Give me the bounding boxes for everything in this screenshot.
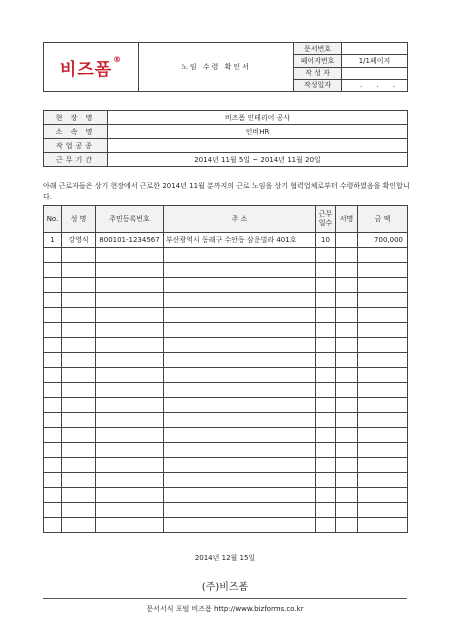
empty-cell bbox=[44, 518, 62, 533]
empty-cell bbox=[44, 278, 62, 293]
document-title: 노임 수령 확인서 bbox=[139, 43, 294, 92]
empty-cell bbox=[316, 458, 336, 473]
cell-name: 강영식 bbox=[62, 233, 96, 248]
table-row-empty bbox=[44, 263, 408, 278]
empty-cell bbox=[96, 488, 164, 503]
table-row-empty bbox=[44, 308, 408, 323]
empty-cell bbox=[164, 353, 316, 368]
table-row-empty bbox=[44, 293, 408, 308]
empty-cell bbox=[358, 458, 408, 473]
site-name-value: 비즈폼 인테리어 공사 bbox=[108, 111, 408, 125]
table-row-empty bbox=[44, 413, 408, 428]
info-row bbox=[44, 139, 408, 153]
empty-cell bbox=[96, 473, 164, 488]
empty-cell bbox=[62, 323, 96, 338]
empty-cell bbox=[358, 368, 408, 383]
company-name: (주)비즈폼 bbox=[201, 582, 249, 593]
empty-cell bbox=[62, 503, 96, 518]
table-row-empty bbox=[44, 488, 408, 503]
empty-cell bbox=[44, 413, 62, 428]
footer-divider bbox=[43, 598, 407, 599]
meta-value-author bbox=[342, 67, 408, 79]
empty-cell bbox=[44, 488, 62, 503]
empty-cell bbox=[358, 293, 408, 308]
empty-cell bbox=[96, 248, 164, 263]
empty-cell bbox=[96, 293, 164, 308]
logo-text: 비즈폼 bbox=[59, 59, 113, 80]
empty-cell bbox=[164, 398, 316, 413]
empty-cell bbox=[336, 368, 358, 383]
empty-cell bbox=[96, 413, 164, 428]
table-row-empty bbox=[44, 368, 408, 383]
empty-cell bbox=[62, 338, 96, 353]
empty-cell bbox=[336, 428, 358, 443]
empty-cell bbox=[44, 368, 62, 383]
empty-cell bbox=[62, 428, 96, 443]
cell-address: 부산광역시 동래구 수안동 삼운빌라 401호 bbox=[164, 233, 316, 248]
wage-receipt-table bbox=[43, 205, 408, 533]
empty-cell bbox=[336, 503, 358, 518]
site-info-table bbox=[43, 110, 408, 167]
empty-cell bbox=[358, 383, 408, 398]
empty-cell bbox=[62, 458, 96, 473]
empty-cell bbox=[164, 428, 316, 443]
logo-cell bbox=[44, 43, 139, 92]
empty-cell bbox=[96, 308, 164, 323]
table-row-empty bbox=[44, 278, 408, 293]
empty-cell bbox=[358, 308, 408, 323]
empty-cell bbox=[96, 428, 164, 443]
empty-cell bbox=[96, 383, 164, 398]
empty-cell bbox=[44, 473, 62, 488]
empty-cell bbox=[316, 263, 336, 278]
empty-cell bbox=[358, 473, 408, 488]
empty-cell bbox=[336, 323, 358, 338]
empty-cell bbox=[336, 398, 358, 413]
empty-cell bbox=[62, 308, 96, 323]
table-row-empty bbox=[44, 248, 408, 263]
empty-cell bbox=[96, 518, 164, 533]
empty-cell bbox=[164, 458, 316, 473]
empty-cell bbox=[316, 518, 336, 533]
empty-cell bbox=[62, 383, 96, 398]
empty-cell bbox=[164, 323, 316, 338]
empty-cell bbox=[164, 443, 316, 458]
empty-cell bbox=[62, 443, 96, 458]
table-row-empty bbox=[44, 353, 408, 368]
empty-cell bbox=[62, 518, 96, 533]
affiliation-value: 인비HR bbox=[108, 125, 408, 139]
table-row-empty bbox=[44, 428, 408, 443]
empty-cell bbox=[336, 518, 358, 533]
empty-cell bbox=[164, 503, 316, 518]
empty-cell bbox=[336, 353, 358, 368]
empty-cell bbox=[336, 473, 358, 488]
empty-cell bbox=[316, 323, 336, 338]
empty-cell bbox=[164, 308, 316, 323]
table-row-empty bbox=[44, 338, 408, 353]
issue-date: 2014년 12월 15일 bbox=[194, 554, 256, 562]
affiliation-label: 소 속 명 bbox=[44, 125, 108, 139]
document-header bbox=[43, 42, 408, 92]
empty-cell bbox=[358, 278, 408, 293]
empty-cell bbox=[358, 398, 408, 413]
empty-cell bbox=[358, 263, 408, 278]
empty-cell bbox=[316, 503, 336, 518]
work-period-label: 근무기간 bbox=[44, 153, 108, 167]
meta-value-page-number: 1/1페이지 bbox=[342, 55, 408, 67]
empty-cell bbox=[44, 338, 62, 353]
empty-cell bbox=[44, 248, 62, 263]
empty-cell bbox=[62, 368, 96, 383]
work-period-value: 2014년 11월 5일 ~ 2014년 11월 20일 bbox=[108, 153, 408, 167]
empty-cell bbox=[96, 398, 164, 413]
meta-label-doc-number: 문서번호 bbox=[294, 43, 342, 55]
empty-cell bbox=[62, 263, 96, 278]
bizforms-logo bbox=[59, 54, 123, 80]
empty-cell bbox=[316, 308, 336, 323]
empty-cell bbox=[316, 443, 336, 458]
empty-cell bbox=[62, 293, 96, 308]
empty-cell bbox=[316, 338, 336, 353]
meta-value-doc-number bbox=[342, 43, 408, 55]
empty-cell bbox=[316, 473, 336, 488]
empty-cell bbox=[316, 413, 336, 428]
empty-cell bbox=[164, 368, 316, 383]
cell-resident-number: 800101-1234567 bbox=[96, 233, 164, 248]
empty-cell bbox=[358, 353, 408, 368]
empty-cell bbox=[316, 398, 336, 413]
info-row bbox=[44, 111, 408, 125]
meta-label-date: 작성일자 bbox=[294, 79, 342, 91]
empty-cell bbox=[358, 443, 408, 458]
table-row-empty bbox=[44, 443, 408, 458]
col-header-address: 주 소 bbox=[164, 206, 316, 233]
table-row-empty bbox=[44, 383, 408, 398]
col-header-work-days: 근무일수 bbox=[316, 206, 336, 233]
empty-cell bbox=[316, 368, 336, 383]
meta-label-author: 작 성 자 bbox=[294, 67, 342, 79]
empty-cell bbox=[316, 293, 336, 308]
empty-cell bbox=[96, 278, 164, 293]
table-body bbox=[44, 233, 408, 533]
empty-cell bbox=[164, 338, 316, 353]
empty-cell bbox=[336, 443, 358, 458]
site-name-label: 현 장 명 bbox=[44, 111, 108, 125]
empty-cell bbox=[96, 353, 164, 368]
empty-cell bbox=[316, 488, 336, 503]
empty-cell bbox=[44, 443, 62, 458]
empty-cell bbox=[44, 263, 62, 278]
empty-cell bbox=[96, 368, 164, 383]
table-header-row bbox=[44, 206, 408, 233]
empty-cell bbox=[316, 383, 336, 398]
empty-cell bbox=[44, 293, 62, 308]
empty-cell bbox=[44, 398, 62, 413]
col-header-signature: 서명 bbox=[336, 206, 358, 233]
empty-cell bbox=[164, 473, 316, 488]
col-header-no: No. bbox=[44, 206, 62, 233]
empty-cell bbox=[44, 353, 62, 368]
empty-cell bbox=[336, 248, 358, 263]
empty-cell bbox=[164, 413, 316, 428]
table-row bbox=[44, 233, 408, 248]
confirmation-statement: 아래 근로자들은 상기 현장에서 근로한 2014년 11월 분까지의 근로 노임을 상기 협력업체로부터 수령하였음을 확인합니다. bbox=[43, 182, 410, 201]
empty-cell bbox=[164, 278, 316, 293]
empty-cell bbox=[358, 413, 408, 428]
empty-cell bbox=[316, 248, 336, 263]
empty-cell bbox=[164, 293, 316, 308]
empty-cell bbox=[62, 488, 96, 503]
meta-label-page-number: 페이지번호 bbox=[294, 55, 342, 67]
empty-cell bbox=[62, 353, 96, 368]
col-header-resident-number: 주민등록번호 bbox=[96, 206, 164, 233]
cell-work-days: 10 bbox=[316, 233, 336, 248]
empty-cell bbox=[358, 428, 408, 443]
registered-mark: ® bbox=[113, 54, 123, 64]
table-row-empty bbox=[44, 323, 408, 338]
empty-cell bbox=[44, 308, 62, 323]
empty-cell bbox=[336, 278, 358, 293]
cell-signature bbox=[336, 233, 358, 248]
empty-cell bbox=[336, 458, 358, 473]
empty-cell bbox=[316, 353, 336, 368]
footer-text: 문서서식 포털 비즈폼 http://www.bizforms.co.kr bbox=[146, 605, 304, 613]
empty-cell bbox=[336, 488, 358, 503]
empty-cell bbox=[316, 428, 336, 443]
empty-cell bbox=[336, 263, 358, 278]
table-row-empty bbox=[44, 458, 408, 473]
empty-cell bbox=[44, 383, 62, 398]
empty-cell bbox=[336, 293, 358, 308]
empty-cell bbox=[96, 458, 164, 473]
info-row bbox=[44, 125, 408, 139]
empty-cell bbox=[358, 503, 408, 518]
empty-cell bbox=[358, 338, 408, 353]
empty-cell bbox=[62, 248, 96, 263]
table-row-empty bbox=[44, 398, 408, 413]
col-header-name: 성 명 bbox=[62, 206, 96, 233]
empty-cell bbox=[62, 473, 96, 488]
empty-cell bbox=[336, 338, 358, 353]
empty-cell bbox=[96, 263, 164, 278]
empty-cell bbox=[62, 398, 96, 413]
work-type-label: 작업공종 bbox=[44, 139, 108, 153]
work-type-value bbox=[108, 139, 408, 153]
empty-cell bbox=[336, 413, 358, 428]
cell-no: 1 bbox=[44, 233, 62, 248]
empty-cell bbox=[62, 413, 96, 428]
empty-cell bbox=[164, 383, 316, 398]
empty-cell bbox=[336, 383, 358, 398]
table-row-empty bbox=[44, 473, 408, 488]
empty-cell bbox=[164, 518, 316, 533]
empty-cell bbox=[44, 428, 62, 443]
empty-cell bbox=[96, 443, 164, 458]
table-row-empty bbox=[44, 503, 408, 518]
empty-cell bbox=[96, 338, 164, 353]
col-header-amount: 금 액 bbox=[358, 206, 408, 233]
empty-cell bbox=[44, 458, 62, 473]
empty-cell bbox=[44, 323, 62, 338]
empty-cell bbox=[164, 488, 316, 503]
empty-cell bbox=[336, 308, 358, 323]
empty-cell bbox=[164, 248, 316, 263]
empty-cell bbox=[62, 278, 96, 293]
empty-cell bbox=[358, 488, 408, 503]
table-row-empty bbox=[44, 518, 408, 533]
empty-cell bbox=[358, 518, 408, 533]
info-row bbox=[44, 153, 408, 167]
empty-cell bbox=[358, 248, 408, 263]
cell-amount: 700,000 bbox=[358, 233, 408, 248]
empty-cell bbox=[96, 503, 164, 518]
empty-cell bbox=[96, 323, 164, 338]
meta-value-date: . . . bbox=[342, 79, 408, 91]
empty-cell bbox=[44, 503, 62, 518]
empty-cell bbox=[358, 323, 408, 338]
empty-cell bbox=[164, 263, 316, 278]
empty-cell bbox=[316, 278, 336, 293]
